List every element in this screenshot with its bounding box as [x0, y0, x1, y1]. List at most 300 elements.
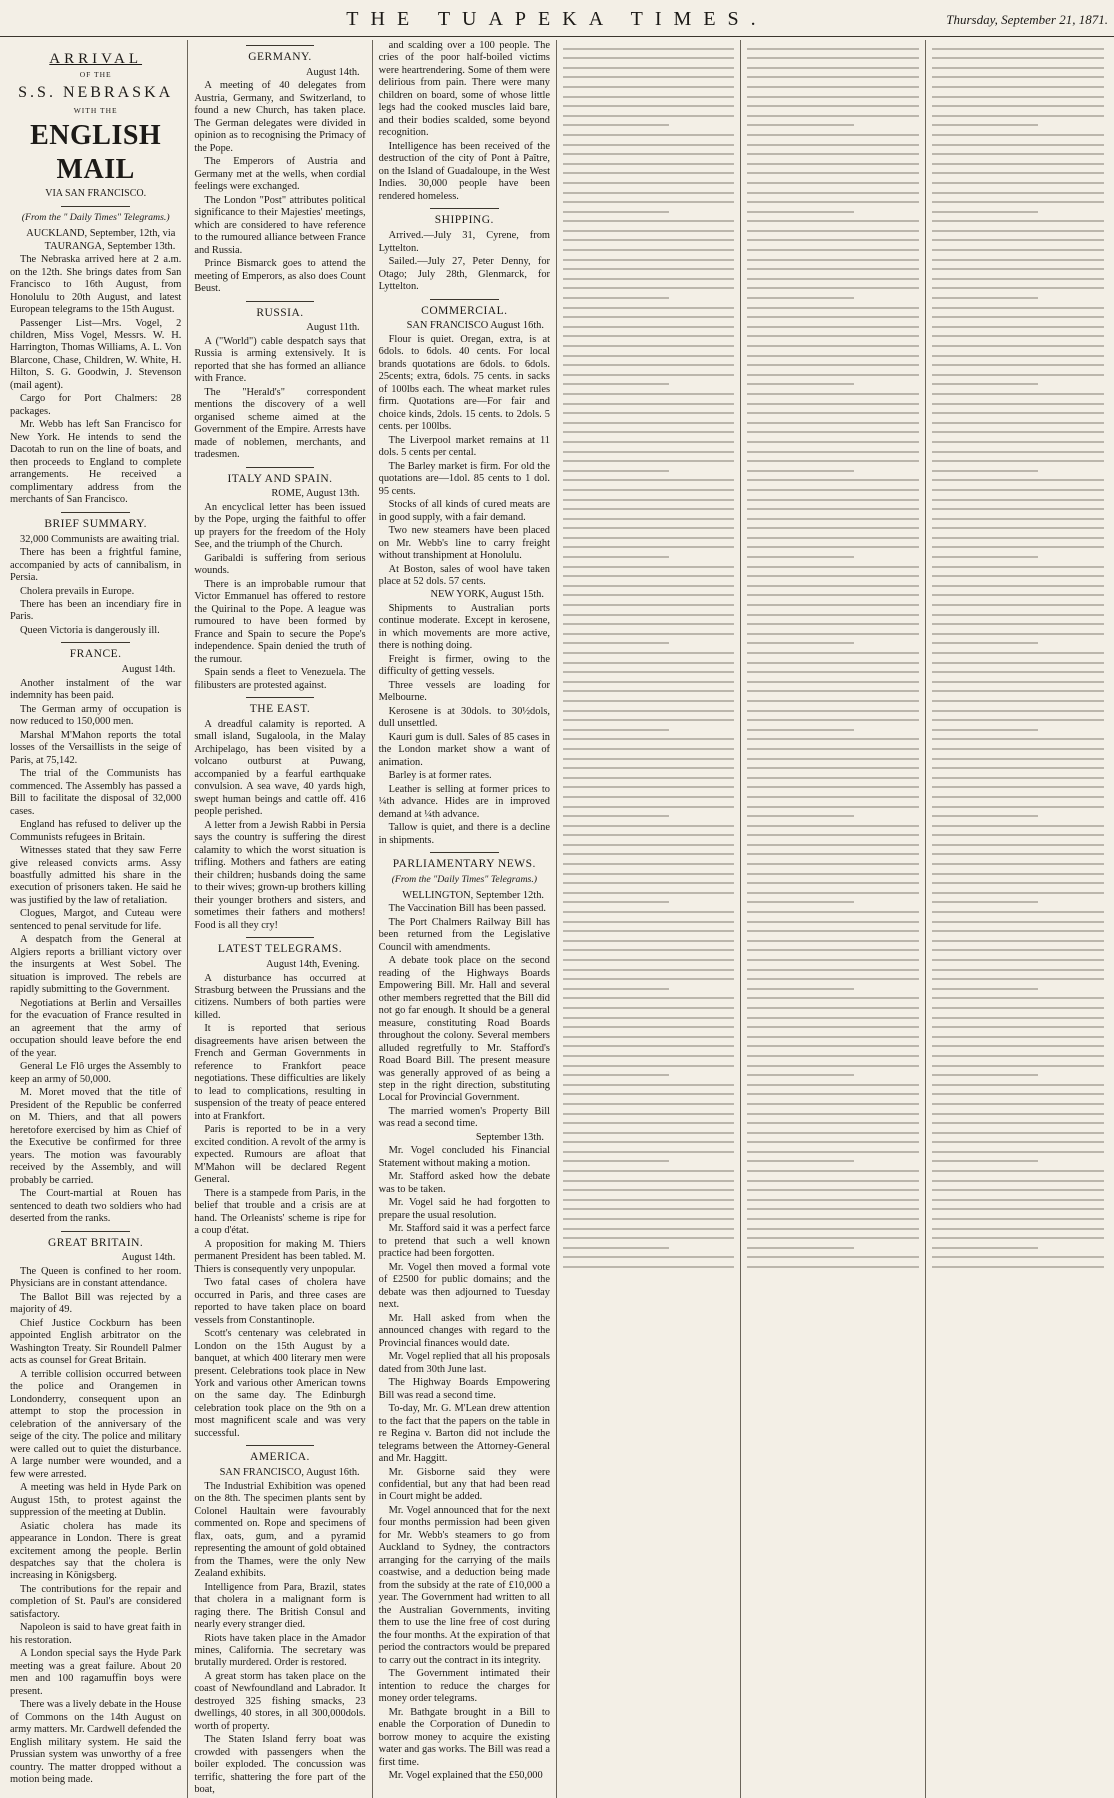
text-line [932, 681, 1104, 683]
article-paragraph: The Industrial Exhibition was opened on the 8th. The specimen plants sent by Colonel Haultain were favourably commented on. Rope and specimens of flax, oats, gum, and a pyramid representing the amount of gold obtained from the Thames, were the only New Zealand exhibits. [194, 1480, 366, 1580]
text-line [563, 1141, 734, 1143]
column-3 [373, 40, 557, 1798]
text-line [563, 1160, 669, 1162]
article-paragraph: Intelligence has been received of the destruction of the city of Pont à Paître, on the Island of Guadaloupe, in the West Indies. 30,000 people have been rendered homeless. [378, 140, 550, 202]
article-paragraph: There has been an incendiary fire in Paris. [10, 599, 182, 623]
text-line [747, 949, 918, 951]
dateline: AUCKLAND, September, 12th, via TAURANGA, September 13th. [26, 228, 176, 252]
text-line [747, 642, 853, 644]
text-line [932, 1237, 1104, 1239]
text-line [932, 527, 1104, 529]
text-line [747, 460, 918, 462]
article-paragraph: The Queen is confined to her room. Physicians are in constant attendance. [10, 1265, 182, 1290]
text-line [932, 844, 1104, 846]
article-paragraph: Witnesses stated that they saw Ferre give released convicts arms. Assy boastfully admitted his share in the execution of prisoners taken. He said he was justified by the law of retaliation. [10, 845, 182, 906]
article-paragraph: Two fatal cases of cholera have occurred in Paris, and three cases are reported to have taken place on board vessels from Constantinople. [194, 1277, 366, 1326]
text-line [932, 710, 1104, 712]
text-line [747, 997, 918, 999]
arrival-mail: ENGLISH MAIL [30, 120, 162, 185]
text-line [932, 786, 1104, 788]
text-line [747, 556, 853, 558]
text-line [563, 729, 669, 731]
text-line [932, 67, 1104, 69]
text-line [563, 633, 734, 635]
text-line [563, 1084, 734, 1086]
text-line [563, 355, 734, 357]
text-line [563, 326, 734, 328]
article-paragraph: Mr. Vogel said he had forgotten to prepare the usual resolution. [378, 1197, 550, 1221]
dateline: SAN FRANCISCO, August 16th. [219, 1467, 360, 1479]
text-line [563, 1036, 734, 1038]
text-line [932, 1122, 1104, 1124]
text-line [747, 422, 918, 424]
text-line [747, 1218, 918, 1220]
section-heading: GREAT BRITAIN. [48, 1236, 144, 1249]
text-line [932, 1093, 1104, 1095]
text-line [563, 393, 734, 395]
masthead [0, 0, 1114, 37]
text-line [747, 1170, 918, 1172]
text-line [747, 326, 918, 328]
text-line [563, 1228, 734, 1230]
text-line [747, 719, 918, 721]
article-paragraph: Mr. Vogel replied that all his proposals dated from 30th June last. [378, 1351, 550, 1375]
text-line [747, 412, 918, 414]
text-line [932, 834, 1104, 836]
text-line [563, 930, 734, 932]
article-paragraph: The married women's Property Bill was read a second time. [378, 1105, 550, 1130]
text-line [563, 76, 734, 78]
text-line [563, 144, 734, 146]
text-line [563, 192, 734, 194]
text-line [563, 1189, 734, 1191]
text-line [563, 1132, 734, 1134]
text-line [563, 451, 734, 453]
article-paragraph: Kerosene is at 30dols. to 30½dols, dull unsettled. [378, 705, 550, 730]
section-heading: PARLIAMENTARY NEWS. [392, 858, 536, 871]
text-line [932, 355, 1104, 357]
section-divider [61, 642, 130, 643]
text-line [932, 1141, 1104, 1143]
text-line [747, 1228, 918, 1230]
text-line [932, 508, 1104, 510]
text-line [747, 431, 918, 433]
text-line [563, 1074, 669, 1076]
text-line [747, 767, 918, 769]
article-paragraph: Chief Justice Cockburn has been appointed English arbitrator on the Washington Treaty. Sir Roundell Palmer acts as counsel for Great Britain. [10, 1317, 182, 1367]
text-line [747, 777, 918, 779]
article-paragraph: Asiatic cholera has made its appearance in London. There is great excitement among the people. Berlin despatches say that the cholera is increasing in Königsberg. [10, 1520, 182, 1582]
text-line [932, 1189, 1104, 1191]
text-line [563, 278, 734, 280]
article-paragraph: Freight is firmer, owing to the difficulty of getting vessels. [378, 653, 550, 678]
article-paragraph: A despatch from the General at Algiers reports a brilliant victory over the insurgents at West Sobel. The situation is improved. The rebels are rapidly submitting to the Government. [10, 934, 182, 996]
text-line [563, 182, 734, 184]
text-line [747, 546, 918, 548]
column-5 [741, 40, 925, 1798]
text-line [747, 192, 918, 194]
text-line [932, 1151, 1104, 1153]
text-line [747, 1055, 918, 1057]
article-paragraph: The Nebraska arrived here at 2 a.m. on the 12th. She brings dates from San Francisco to 16th August, from Honolulu to 20th August, and latest European telegrams to the 15th August. [10, 254, 182, 316]
text-line [747, 182, 918, 184]
text-line [932, 978, 1104, 980]
text-line [932, 124, 1039, 126]
text-line [932, 556, 1039, 558]
text-line [747, 901, 853, 903]
dateline: August 14th. [305, 66, 360, 78]
text-line [932, 105, 1104, 107]
text-line [747, 67, 918, 69]
text-line [747, 278, 918, 280]
article-paragraph: A dreadful calamity is reported. A small island, Sugaloola, in the Malay Archipelago, has been visited by a volcano outburst at Puwang, accompanied by a fearful earthquake convulsion. A sea wave, 40 yards high, swept human beings and cattle off. 416 people perished. [194, 718, 366, 818]
text-line [747, 316, 918, 318]
text-line [932, 585, 1104, 587]
article-paragraph: A debate took place on the second reading of the Highways Boards Empowering Bill. Mr. Hall and several other members regretted that the Bill did not go far enough. It should be a general measure, constituting Road Boards throughout the colony. Several members alluded regretfully to Mr. Stafford's Road Board Bill. The present measure was generally approved of as being a step in the right direction, substituting Local for Provincial Government. [378, 955, 550, 1104]
article-paragraph: Queen Victoria is dangerously ill. [20, 624, 160, 636]
text-line [932, 1074, 1039, 1076]
text-column-lines [932, 48, 1104, 1268]
dateline: August 14th. [121, 664, 176, 676]
article-paragraph: M. Moret moved that the title of President of the Republic be conferred on M. Thiers, and that all powers heretofore exercised by him as Chief of the Executive be confirmed for three years. The motion was favourably received by the Assembly, and will probably be carried. [10, 1087, 182, 1186]
text-line [932, 623, 1104, 625]
text-line [563, 585, 734, 587]
text-line [932, 153, 1104, 155]
article-paragraph: There is an improbable rumour that Victor Emmanuel has offered to restore the Quirinal to the Pope. A league was rumoured to have been formed by France and Spain to secure the Pope's independence. Spain denied the truth of the rumour. [194, 578, 366, 665]
article-paragraph: Riots have taken place in the Amador mines, California. The secretary was brutally murdered. Order is restored. [194, 1632, 366, 1669]
text-line [563, 105, 734, 107]
text-line [932, 393, 1104, 395]
text-line [747, 834, 918, 836]
text-line [563, 671, 734, 673]
text-column-lines [563, 48, 734, 1268]
text-line [747, 499, 918, 501]
article-paragraph: The London "Post" attributes political significance to their Majesties' meetings, which are considered to have reference to the rumoured alliance between France and Russia. [194, 194, 366, 256]
column-2 [188, 40, 372, 1798]
text-line [932, 422, 1104, 424]
text-line [747, 383, 853, 385]
text-line [563, 594, 734, 596]
text-line [932, 729, 1039, 731]
article-paragraph: Three vessels are loading for Melbourne. [378, 679, 550, 704]
text-line [932, 1084, 1104, 1086]
text-line [747, 1132, 918, 1134]
text-line [932, 671, 1104, 673]
text-line [932, 86, 1104, 88]
text-line [932, 604, 1104, 606]
text-line [747, 1017, 918, 1019]
text-line [563, 642, 669, 644]
text-line [563, 892, 734, 894]
text-line [747, 690, 918, 692]
text-line [563, 1122, 734, 1124]
text-line [747, 249, 918, 251]
text-line [932, 537, 1104, 539]
column-1 [4, 40, 188, 1798]
text-line [747, 451, 918, 453]
article-paragraph: At Boston, sales of wool have taken place at 52 dols. 57 cents. [378, 563, 550, 587]
text-line [747, 364, 918, 366]
text-line [932, 1208, 1104, 1210]
text-line [932, 470, 1039, 472]
text-line [563, 575, 734, 577]
text-line [932, 364, 1104, 366]
article-paragraph: Mr. Gisborne said they were confidential, but any that had been read in Court might be added. [378, 1466, 550, 1503]
text-line [747, 930, 918, 932]
text-line [563, 1170, 734, 1172]
text-line [747, 911, 918, 913]
text-line [932, 144, 1104, 146]
text-line [747, 508, 918, 510]
text-line [563, 978, 734, 980]
text-line [747, 297, 853, 299]
text-line [563, 96, 734, 98]
text-line [747, 211, 853, 213]
source-note: (From the "Daily Times" Telegrams.) [391, 873, 538, 885]
text-line [932, 882, 1104, 884]
text-line [747, 172, 918, 174]
text-line [563, 211, 669, 213]
text-line [747, 978, 918, 980]
article-paragraph: Two new steamers have been placed on Mr. Webb's line to carry freight without transhipment at Honolulu. [378, 525, 550, 562]
article-paragraph: The contributions for the repair and completion of St. Paul's are considered satisfactory. [10, 1583, 182, 1620]
text-line [747, 1122, 918, 1124]
article-paragraph: England has refused to deliver up the Communists refugees in Britain. [10, 819, 182, 843]
article-paragraph: A meeting was held in Hyde Park on August 15th, to protest against the suppression of the meeting at Dublin. [10, 1482, 182, 1519]
text-line [932, 873, 1104, 875]
text-line [747, 441, 918, 443]
article-paragraph: Kauri gum is dull. Sales of 85 cases in the London market show a want of animation. [378, 731, 550, 768]
article-paragraph: Stocks of all kinds of cured meats are in good supply, with a fair demand. [378, 499, 550, 523]
article-paragraph: Negotiations at Berlin and Versailles for the evacuation of France resulted in an agreement that the army of occupation should leave before the end of the year. [10, 997, 182, 1059]
text-line [563, 470, 669, 472]
column-grid [4, 40, 1110, 1796]
text-line [747, 921, 918, 923]
text-line [563, 57, 734, 59]
section-heading: FRANCE. [69, 648, 122, 661]
text-line [932, 911, 1104, 913]
text-line [563, 124, 669, 126]
section-divider [246, 697, 315, 698]
text-line [747, 806, 918, 808]
article-paragraph: An encyclical letter has been issued by the Pope, urging the faithful to offer up prayers for the freedom of the Holy See, and the triumph of the Church. [194, 501, 366, 551]
text-line [747, 268, 918, 270]
text-line [747, 134, 918, 136]
article-paragraph: General Le Flô urges the Assembly to keep an army of 50,000. [10, 1061, 182, 1085]
text-line [563, 518, 734, 520]
text-line [563, 844, 734, 846]
text-line [932, 969, 1104, 971]
text-line [747, 76, 918, 78]
section-divider [430, 852, 499, 853]
section-heading: LATEST TELEGRAMS. [217, 943, 343, 956]
text-line [563, 489, 734, 491]
article-paragraph: The German army of occupation is now reduced to 150,000 men. [10, 703, 182, 728]
text-line [932, 748, 1104, 750]
text-line [563, 834, 734, 836]
text-line [563, 911, 734, 913]
text-line [747, 853, 918, 855]
text-line [932, 335, 1104, 337]
text-line [747, 594, 918, 596]
article-paragraph: Mr. Webb has left San Francisco for New York. He intends to send the Dacotah to run on the line of boats, and then proceeds to England to complete arrangements. He received a complimentary address from the merchants of San Francisco. [10, 419, 182, 506]
text-line [747, 988, 853, 990]
text-line [747, 1160, 853, 1162]
article-paragraph: Leather is selling at former prices to ¼th advance. Hides are in improved demand at ¼th advance. [378, 783, 550, 820]
text-line [932, 575, 1104, 577]
text-line [747, 959, 918, 961]
text-line [932, 959, 1104, 961]
text-line [747, 1093, 918, 1095]
text-line [747, 527, 918, 529]
text-line [932, 1065, 1104, 1067]
arrival-title: ARRIVAL [49, 51, 143, 67]
article-paragraph: The Government intimated their intention to reduce the charges for money order telegrams. [378, 1668, 550, 1705]
text-line [747, 287, 918, 289]
text-line [932, 1132, 1104, 1134]
article-paragraph: The Vaccination Bill has been passed. [388, 903, 547, 915]
text-line [563, 86, 734, 88]
article-paragraph: A disturbance has occurred at Strasburg between the Prussians and the citizens. Numbers of both parties were killed. [194, 972, 366, 1021]
text-line [932, 518, 1104, 520]
arrival-via: VIA SAN FRANCISCO. [45, 188, 147, 200]
article-paragraph: The Port Chalmers Railway Bill has been returned from the Legislative Council with amendments. [378, 916, 550, 953]
text-line [932, 652, 1104, 654]
text-line [932, 220, 1104, 222]
text-line [563, 220, 734, 222]
text-line [747, 230, 918, 232]
text-line [747, 892, 918, 894]
text-line [932, 719, 1104, 721]
text-line [563, 1113, 734, 1115]
text-line [563, 652, 734, 654]
text-line [932, 1036, 1104, 1038]
text-line [563, 719, 734, 721]
text-line [932, 345, 1104, 347]
text-line [747, 393, 918, 395]
text-line [932, 1017, 1104, 1019]
article-paragraph: Paris is reported to be in a very excited condition. A revolt of the army is expected. Rumours are afloat that M'Mahon will be declared Regent General. [194, 1124, 366, 1186]
article-paragraph: There was a lively debate in the House of Commons on the 14th August on army matters. Mr. Cardwell defended the English military system. He said the Prussian system was unworthy of a free country. The matter dropped without a motion being made. [10, 1699, 182, 1786]
article-paragraph: The Liverpool market remains at 11 dols. 5 cents per cental. [378, 434, 550, 459]
text-line [932, 48, 1104, 50]
text-line [932, 988, 1039, 990]
text-line [747, 1189, 918, 1191]
arrival-ship-name: S.S. NEBRASKA [18, 84, 174, 101]
text-line [932, 383, 1039, 385]
text-line [932, 1055, 1104, 1057]
text-line [747, 1256, 918, 1258]
text-line [747, 633, 918, 635]
text-line [932, 460, 1104, 462]
section-heading: COMMERCIAL. [421, 304, 508, 317]
text-line [932, 594, 1104, 596]
text-line [932, 412, 1104, 414]
text-line [563, 201, 734, 203]
text-line [932, 374, 1104, 376]
column-4 [557, 40, 741, 1798]
text-line [932, 307, 1104, 309]
section-heading: ITALY AND SPAIN. [227, 472, 333, 485]
text-line [563, 1151, 734, 1153]
article-paragraph: It is reported that serious disagreements have arisen between the French and German Governments in reference to Frankfort peace negotiations. These difficulties are likely to lead to complications, resulting in suspension of the treaty of peace entered into at Frankfort. [194, 1023, 366, 1122]
text-line [747, 1026, 918, 1028]
article-paragraph: The Court-martial at Rouen has sentenced to death two soldiers who had deserted from the ranks. [10, 1188, 182, 1225]
text-line [563, 67, 734, 69]
text-line [563, 1017, 734, 1019]
text-line [932, 239, 1104, 241]
text-line [932, 278, 1104, 280]
text-line [563, 335, 734, 337]
dateline: SAN FRANCISCO August 16th. [406, 320, 544, 332]
text-line [932, 182, 1104, 184]
text-line [932, 441, 1104, 443]
text-line [932, 479, 1104, 481]
text-line [563, 546, 734, 548]
text-line [747, 729, 853, 731]
dateline: August 11th. [306, 322, 360, 334]
text-line [563, 1256, 734, 1258]
text-line [563, 1103, 734, 1105]
section-divider [61, 1231, 130, 1232]
text-line [747, 355, 918, 357]
text-line [932, 451, 1104, 453]
text-line [563, 1180, 734, 1182]
text-line [747, 604, 918, 606]
text-line [747, 825, 918, 827]
section-divider [246, 1445, 315, 1446]
text-line [563, 681, 734, 683]
article-paragraph: Clogues, Margot, and Cuteau were sentenced to penal servitude for life. [10, 908, 182, 932]
text-line [747, 374, 918, 376]
text-line [747, 144, 918, 146]
text-line [932, 700, 1104, 702]
section-divider [61, 206, 130, 207]
section-divider [430, 208, 499, 209]
text-line [563, 1045, 734, 1047]
article-paragraph: The Staten Island ferry boat was crowded with passengers when the boiler exploded. The concussion was terrific, shattering the fore part of the boat, [194, 1734, 366, 1796]
article-paragraph: The "Herald's" correspondent mentions the discovery of a well organised scheme aimed at the Government of the Empire. Arrests have made of noblemen, merchants, and tradesmen. [194, 386, 366, 461]
section-divider [246, 937, 315, 938]
text-line [563, 614, 734, 616]
article-paragraph: Mr. Vogel concluded his Financial Statement without making a motion. [378, 1145, 550, 1169]
article-paragraph: Another instalment of the war indemnity has been paid. [10, 677, 182, 702]
text-line [932, 1256, 1104, 1258]
dateline: August 14th. [121, 1252, 176, 1264]
text-line [932, 1218, 1104, 1220]
article-paragraph: Passenger List—Mrs. Vogel, 2 children, Miss Vogel, Messrs. W. H. Harrington, Thomas Williams, A. L. Von Blarcone, Chase, Children, W. White, H. Hilton, S. G. Goodwin, J. Stevenson (mail agent). [10, 317, 182, 391]
article-paragraph: Mr. Stafford asked how the debate was to be taken. [378, 1171, 550, 1195]
text-line [747, 940, 918, 942]
text-line [563, 556, 669, 558]
text-line [563, 959, 734, 961]
text-line [747, 96, 918, 98]
text-line [932, 997, 1104, 999]
text-line [747, 105, 918, 107]
article-paragraph: A ("World") cable despatch says that Russia is arming extensively. It is reported that she has formed an alliance with France. [194, 335, 366, 385]
text-line [563, 239, 734, 241]
text-line [932, 259, 1104, 261]
text-line [747, 479, 918, 481]
text-line [747, 201, 918, 203]
text-line [563, 374, 734, 376]
text-line [747, 1007, 918, 1009]
text-line [932, 57, 1104, 59]
text-line [932, 662, 1104, 664]
text-line [747, 786, 918, 788]
text-line [563, 268, 734, 270]
text-line [932, 815, 1039, 817]
